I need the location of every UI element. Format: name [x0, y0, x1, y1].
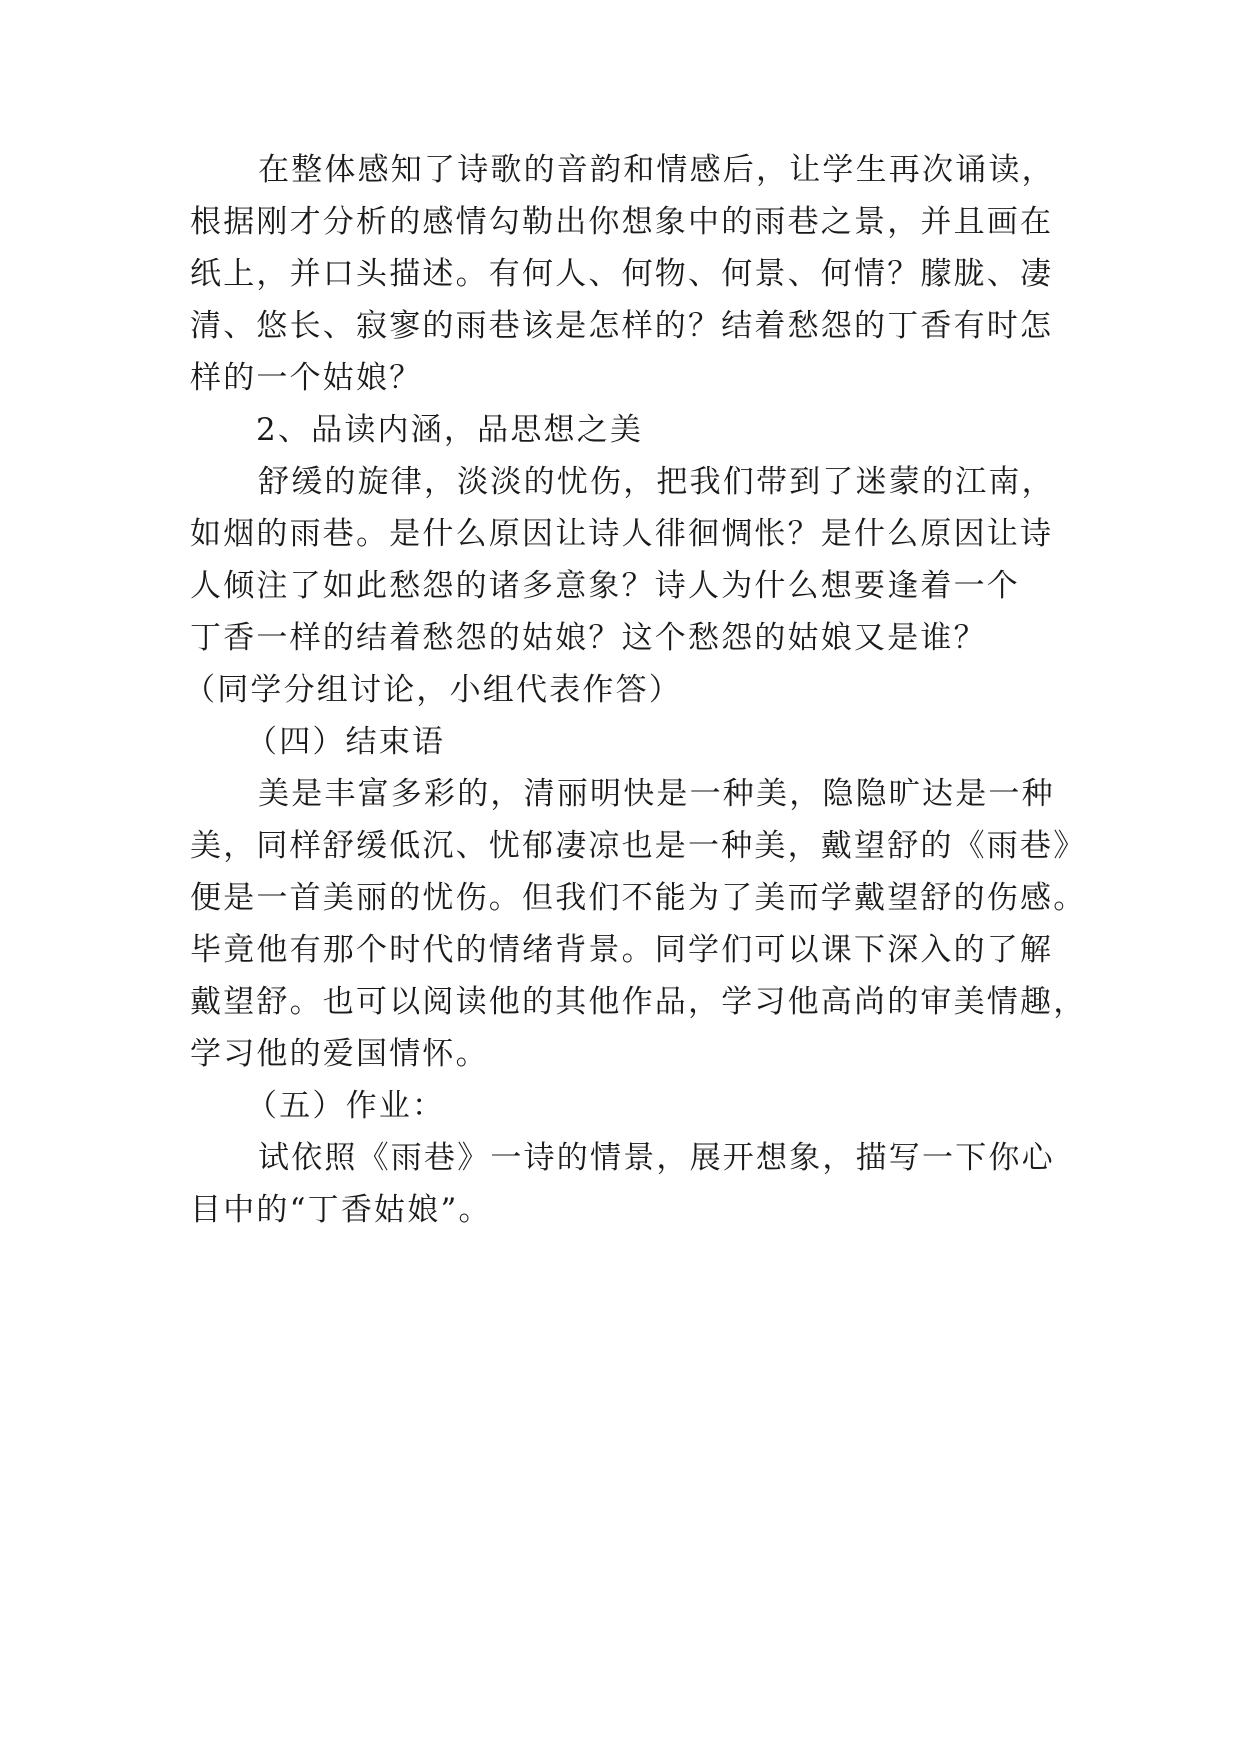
para1-line4: 清、悠长、寂寥的雨巷该是怎样的？结着愁怨的丁香有时怎: [190, 308, 1054, 344]
para3-line5: 戴望舒。也可以阅读他的其他作品，学习他高尚的审美情趣，: [190, 984, 1087, 1020]
para2-line2: 如烟的雨巷。是什么原因让诗人徘徊惆怅？是什么原因让诗: [190, 516, 1054, 552]
para1-line2: 根据刚才分析的感情勾勒出你想象中的雨巷之景，并且画在: [190, 204, 1054, 240]
para1-line1: 在整体感知了诗歌的音韵和情感后，让学生再次诵读，: [258, 152, 1055, 188]
para3-line2: 美，同样舒缓低沉、忧郁凄凉也是一种美，戴望舒的《雨巷》: [190, 828, 1087, 864]
section-heading-2: 2、品读内涵，品思想之美: [256, 412, 644, 448]
section-heading-4: （四）结束语: [246, 724, 446, 760]
section-heading-5: （五）作业：: [246, 1088, 446, 1124]
para1-line5: 样的一个姑娘？: [190, 360, 423, 396]
para3-line4: 毕竟他有那个时代的情绪背景。同学们可以课下深入的了解: [190, 932, 1054, 968]
para3-line3: 便是一首美丽的忧伤。但我们不能为了美而学戴望舒的伤感。: [190, 880, 1087, 916]
para2-line4: 丁香一样的结着愁怨的姑娘？这个愁怨的姑娘又是谁？: [190, 620, 987, 656]
para2-line5: （同学分组讨论，小组代表作答）: [184, 672, 682, 708]
para2-line3: 人倾注了如此愁怨的诸多意象？诗人为什么想要逢着一个: [190, 568, 1020, 604]
para3-line6: 学习他的爱国情怀。: [190, 1036, 489, 1072]
para4-line2: 目中的“丁香姑娘”。: [190, 1192, 492, 1228]
para1-line3: 纸上，并口头描述。有何人、何物、何景、何情？朦胧、凄: [190, 256, 1054, 292]
para2-line1: 舒缓的旋律，淡淡的忧伤，把我们带到了迷蒙的江南，: [258, 464, 1055, 500]
para4-line1: 试依照《雨巷》一诗的情景，展开想象，描写一下你心: [258, 1140, 1055, 1176]
para3-line1: 美是丰富多彩的，清丽明快是一种美，隐隐旷达是一种: [258, 776, 1055, 812]
